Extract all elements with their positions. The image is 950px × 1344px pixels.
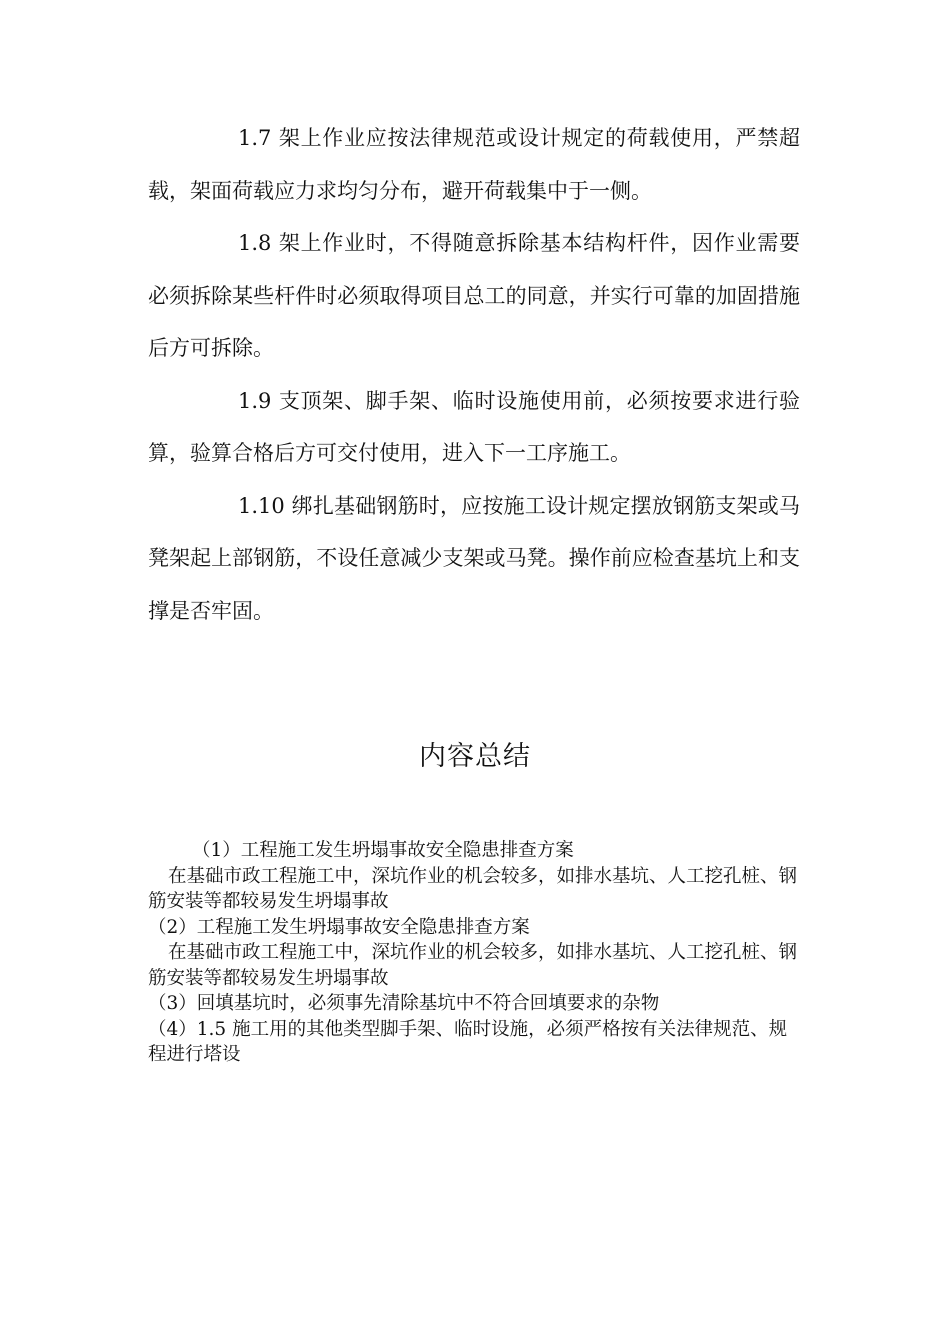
body-text — [148, 112, 800, 637]
paragraph-1-7: 1.7 架上作业应按法律规范或设计规定的荷载使用，严禁超载，架面荷载应力求均匀分布，避开荷载集中于一侧。 — [148, 126, 800, 203]
summary-item-2-detail: 在基础市政工程施工中，深坑作业的机会较多，如排水基坑、人工挖孔桩、钢筋安装等都较易发生坍塌事故 — [148, 942, 798, 989]
paragraph-1-10: 1.10 绑扎基础钢筋时，应按施工设计规定摆放钢筋支架或马凳架起上部钢筋，不设任意减少支架或马凳。操作前应检查基坑上和支撑是否牢固。 — [148, 493, 800, 623]
summary-item-1-detail: 在基础市政工程施工中，深坑作业的机会较多，如排水基坑、人工挖孔桩、钢筋安装等都较易发生坍塌事故 — [148, 865, 798, 912]
summary-list — [148, 838, 798, 1068]
summary-item-4: （4）1.5 施工用的其他类型脚手架、临时设施，必须严格按有关法律规范、规程进行塔设 — [148, 1018, 788, 1065]
summary-title: 内容总结 — [419, 741, 531, 772]
paragraph-1-9: 1.9 支顶架、脚手架、临时设施使用前，必须按要求进行验算，验算合格后方可交付使用，进入下一工序施工。 — [148, 388, 800, 465]
summary-item-3: （3）回填基坑时，必须事先清除基坑中不符合回填要求的杂物 — [148, 993, 660, 1014]
paragraph-1-8: 1.8 架上作业时，不得随意拆除基本结构杆件，因作业需要必须拆除某些杆件时必须取得项目总工的同意，并实行可靠的加固措施后方可拆除。 — [148, 231, 800, 360]
summary-item-1: （1）工程施工发生坍塌事故安全隐患排查方案 — [192, 840, 574, 861]
summary-item-2: （2）工程施工发生坍塌事故安全隐患排查方案 — [148, 916, 530, 938]
